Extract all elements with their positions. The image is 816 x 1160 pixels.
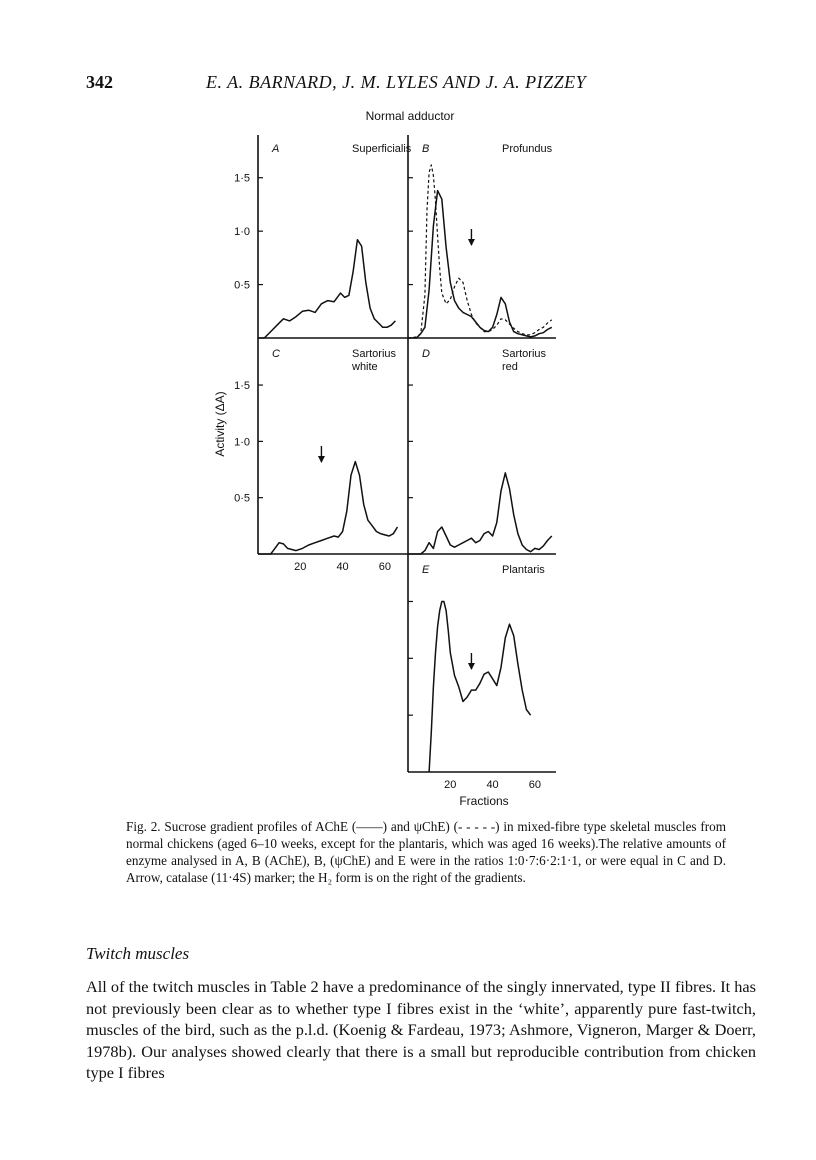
running-head-authors: E. A. BARNARD, J. M. LYLES AND J. A. PIZZEY: [206, 72, 587, 92]
y-axis-label: Activity (ΔA): [213, 391, 227, 457]
x-tick-label: 60: [528, 779, 541, 791]
panel-letter-a: A: [272, 143, 280, 155]
panel-title-c: Sartorius: [352, 348, 397, 360]
x-tick-label: 40: [336, 561, 349, 573]
figure-series: [258, 165, 552, 772]
section-heading: Twitch muscles: [86, 944, 190, 963]
panel-title-c: white: [352, 361, 378, 373]
panel-title-e: Plantaris: [502, 564, 545, 576]
series-d-ache: [408, 473, 552, 554]
panel-title-d: red: [502, 361, 518, 373]
panel-letter-b: B: [422, 143, 430, 155]
series-a-ache: [258, 240, 395, 338]
catalase-arrow-head: [468, 663, 475, 670]
figure-top-label: Normal adductor: [365, 109, 455, 123]
series-e-ache: [429, 602, 530, 773]
panel-title-a: Superficialis: [352, 143, 412, 155]
series-b-ache: [408, 191, 552, 338]
x-tick-label: 40: [486, 779, 499, 791]
series-b-psiche: [408, 165, 552, 338]
catalase-arrow-head: [318, 456, 325, 463]
x-tick-label: 60: [378, 561, 391, 573]
x-tick-label: 20: [294, 561, 307, 573]
panel-title-d: Sartorius: [502, 348, 547, 360]
page-number: 342: [86, 72, 113, 92]
body-paragraph: All of the twitch muscles in Table 2 have a predominance of the singly innervated, type II fibres. It has not previously been clear as to whether type I fibres exist in the ‘white’, apparently pure fast-twitch, muscles of the bird, such as the p.l.d. (Koenig & Fardeau, 1973; Ashmore, Vigneron, Marger & Doerr, 1978b). Our analyses showed clearly that there is a small but reproducible contribution from chicken type I fibres: [86, 977, 756, 1082]
y-tick-label: 0·5: [234, 492, 250, 505]
y-tick-label: 1·5: [234, 380, 250, 393]
y-tick-label: 1·0: [234, 226, 250, 239]
y-tick-label: 1·5: [234, 172, 250, 185]
figure-caption: Fig. 2. Sucrose gradient profiles of AChE (——) and ψChE) (- - - - -) in mixed-fibre type skeletal muscles from normal chickens (aged 6–10 weeks, except for the plantaris, which was aged 16 weeks).The relative amounts of enzyme analysed in A, B (AChE), B, (ψChE) and E were in the ratios 1:0·7:6·2:1·1, or were equal in C and D. Arrow, catalase (11·4S) marker; the H₂ form is on the right of the gradients.: [126, 819, 726, 885]
panel-title-b: Profundus: [502, 143, 553, 155]
y-tick-label: 1·0: [234, 436, 250, 449]
x-tick-label: 20: [444, 779, 457, 791]
panel-letter-e: E: [422, 564, 430, 576]
y-tick-label: 0·5: [234, 279, 250, 292]
series-c-ache: [258, 462, 398, 554]
catalase-arrow-head: [468, 239, 475, 246]
x-axis-label: Fractions: [459, 794, 509, 808]
panel-letter-c: C: [272, 348, 280, 360]
panel-letter-d: D: [422, 348, 430, 360]
figure-axes: [234, 135, 556, 791]
